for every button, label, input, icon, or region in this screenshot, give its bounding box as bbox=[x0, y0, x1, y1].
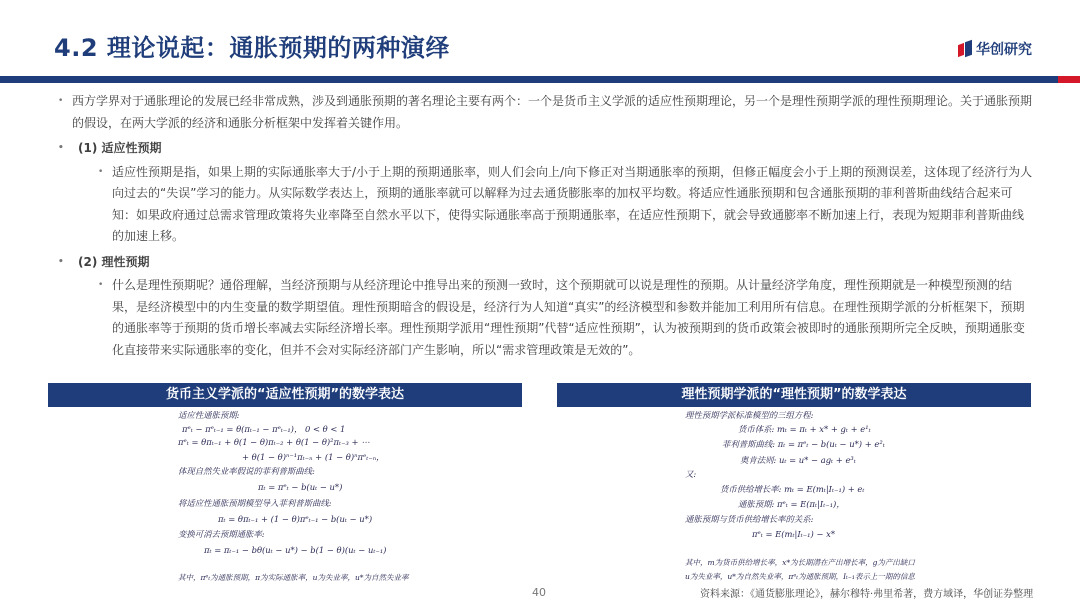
bullet-icon: • bbox=[58, 256, 64, 267]
formula-note: u为失业率，u*为自然失业率，πᵉₜ为通胀预期，Iₜ₋₁表示上一期的信息 bbox=[685, 572, 915, 581]
bullet-icon: • bbox=[98, 280, 104, 290]
header-bar-accent bbox=[1058, 76, 1080, 83]
formula-line: 变换可消去预期通胀率: bbox=[178, 529, 265, 539]
rational-paragraph bbox=[58, 275, 1033, 361]
logo-icon bbox=[958, 41, 972, 57]
formula-line: 又: bbox=[685, 469, 697, 479]
bullet-icon: • bbox=[58, 96, 64, 106]
formula-line: 通胀预期: πᵉₜ = E(πₜ|Iₜ₋₁)， bbox=[738, 499, 845, 509]
formula-line: πᵉₜ = E(mₜ|Iₜ₋₁) − x* bbox=[752, 529, 836, 539]
section-number: (1) bbox=[78, 141, 98, 155]
formula-note: 其中，πᵉₜ为通胀预期，π为实际通胀率，u为失业率，u*为自然失业率 bbox=[178, 573, 409, 582]
formula-line: 奥肯法则: uₜ = u* − agₜ + e³ₜ bbox=[740, 455, 856, 465]
formula-line: 通胀预期与货币供给增长率的关系: bbox=[685, 514, 814, 524]
formula-line: 货币供给增长率: mₜ = E(mₜ|Iₜ₋₁) + eₜ bbox=[720, 484, 865, 494]
adaptive-text: 适应性预期是指，如果上期的实际通胀率大于/小于上期的预期通胀率，则人们会向上/向下修正对当期通胀率的预期，但修正幅度会小于上期的预测误差，这体现了经济行为人向过去的“失误”学习的能力。从实际数学表达上，预期的通胀率就可以解释为过去通货膨胀率的加权平均数。将适应性通胀预期和包含通胀预期的菲利普斯曲线结合起来可知：如果政府通过总需求管理政策将失业率降至自然水平以下，使得实际通胀率高于预期通胀率，在适应性预期下，就会导致通膨率不断加速上行，表现为短期菲利普斯曲线的加速上移。 bbox=[112, 164, 1033, 243]
section-number: (2) bbox=[78, 254, 98, 269]
left-box-heading: 货币主义学派的“适应性预期”的数学表达 bbox=[48, 383, 522, 407]
formula-line: πₜ = θπₜ₋₁ + (1 − θ)πᵉₜ₋₁ − b(uₜ − u*) bbox=[218, 514, 373, 524]
intro-text: 西方学界对于通胀理论的发展已经非常成熟，涉及到通胀预期的著名理论主要有两个：一个是货币主义学派的适应性预期理论，另一个是理性预期学派的理性预期理论。关于通胀预期的假设，在两大学派的经济和通胀分析框架中发挥着关键作用。 bbox=[72, 94, 1033, 130]
section-heading-rational bbox=[58, 252, 1033, 274]
formula-note: 其中，m为货币供给增长率，x*为长期潜在产出增长率，g为产出缺口 bbox=[685, 558, 915, 567]
page-number: 40 bbox=[532, 586, 546, 599]
formula-line: 体现自然失业率假说的菲利普斯曲线: bbox=[178, 466, 315, 476]
formula-line: πₜ = πᵉₜ − b(uₜ − u*) bbox=[258, 482, 343, 492]
section-title: 理性预期 bbox=[101, 254, 150, 269]
section-heading-adaptive bbox=[58, 138, 1033, 160]
content-area bbox=[58, 91, 1033, 361]
formula-line: πₜ = πₜ₋₁ − bθ(uₜ − u*) − b(1 − θ)(uₜ − uₜ₋₁) bbox=[204, 545, 387, 555]
formula-line: 理性预期学派标准模型的三组方程: bbox=[685, 410, 814, 420]
adaptive-paragraph bbox=[58, 162, 1033, 248]
bullet-icon: • bbox=[58, 143, 64, 153]
bullet-icon: • bbox=[98, 166, 104, 177]
source-note: 资料来源：《通货膨胀理论》，赫尔穆特·弗里希著，费方域译，华创证券整理 bbox=[700, 589, 1034, 600]
rational-text: 什么是理性预期呢？通俗理解，当经济预期与从经济理论中推导出来的预测一致时，这个预期就可以说是理性的预期。从计量经济学角度，理性预期就是一种模型预测的结果，是经济模型中的内生变量的数学期望值。理性预期暗含的假设是，经济行为人知道“真实”的经济模型和参数并能加工利用所有信息。在理性预期学派的分析框架下，预期的通胀率等于预期的货币增长率减去实际经济增长率。理性预期学派用“理性预期”代替“适应性预期”，认为被预期到的货币政策会被即时的通胀预期所完全反映，预期通胀变化直接带来实际通胀率的变化，但并不会对实际经济部门产生影响，所以“需求管理政策是无效的”。 bbox=[112, 278, 1025, 357]
formula-line: πᵉₜ = θπₜ₋₁ + θ(1 − θ)πₜ₋₂ + θ(1 − θ)²πₜ₋₃ + ⋯ bbox=[178, 437, 370, 447]
formula-line: 货币体系: mₜ = πₜ + x* + gₜ + e¹ₜ bbox=[738, 424, 871, 434]
formula-line: 菲利普斯曲线: πₜ = πᵉₜ − b(uₜ − u*) + e²ₜ bbox=[722, 439, 885, 449]
formula-line: 适应性通胀预期: bbox=[178, 410, 240, 420]
formula-line: πᵉₜ − πᵉₜ₋₁ = θ(πₜ₋₁ − πᵉₜ₋₁)， 0 < θ < 1 bbox=[182, 424, 346, 434]
intro-paragraph bbox=[58, 91, 1033, 134]
logo-text: 华创研究 bbox=[976, 42, 1032, 58]
brand-logo bbox=[958, 39, 1032, 59]
section-title: 适应性预期 bbox=[101, 141, 162, 155]
page-title: 4.2 理论说起：通胀预期的两种演绎 bbox=[54, 34, 450, 62]
header-bar bbox=[0, 76, 1080, 83]
right-box-heading: 理性预期学派的“理性预期”的数学表达 bbox=[557, 383, 1031, 407]
formula-line: 将适应性通胀预期模型导入菲利普斯曲线: bbox=[178, 498, 332, 508]
formula-line: + θ(1 − θ)ⁿ⁻¹πₜ₋ₙ + (1 − θ)ⁿπᵉₜ₋ₙ， bbox=[242, 452, 385, 462]
